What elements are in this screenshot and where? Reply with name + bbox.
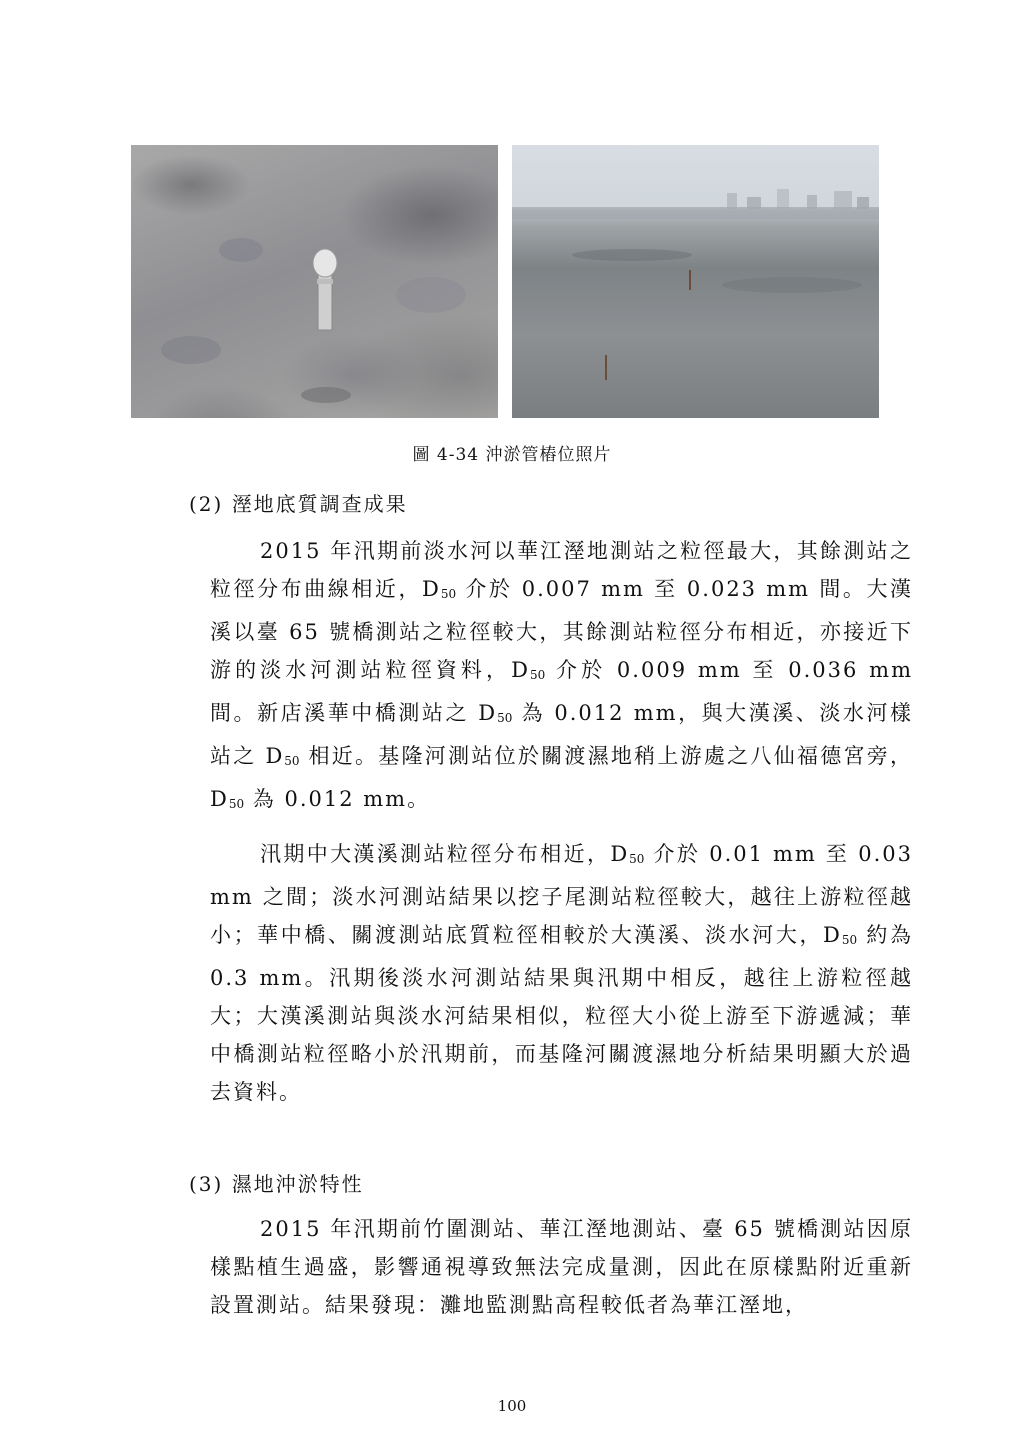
- section-2-paragraph-1: 2015 年汛期前淡水河以華江溼地測站之粒徑最大，其餘測站之粒徑分布曲線相近，$D_{50}$ 介於 0.007 mm 至 0.023 mm 間。大漢溪以臺 65 號橋測站之粒徑較大，其餘測站粒徑分布相近，亦接近下游的淡水河測站粒徑資料，$D_{50}$ 介於 0.009 mm 至 0.036 mm 間。新店溪華中橋測站之 $D_{50}$ 為 0.012 mm，與大漢溪、淡水河樣站之 $D_{50}$ 相近。基隆河測站位於關渡濕地稍上游處之八仙福德宮旁，$D_{50}$ 為 0.012 mm。: [210, 539, 913, 811]
- section-3-body: [210, 1210, 913, 1324]
- section-2-paragraph-2: 汛期中大漢溪測站粒徑分布相近，$D_{50}$ 介於 0.01 mm 至 0.03 mm 之間；淡水河測站結果以挖子尾測站粒徑較大，越往上游粒徑越小；華中橋、關渡測站底質粒徑相較於大漢溪、淡水河大，$D_{50}$ 約為 0.3 mm。汛期後淡水河測站結果與汛期中相反，越往上游粒徑越大；大漢溪測站與淡水河結果相似，粒徑大小從上游至下游遞減；華中橋測站粒徑略小於汛期前，而基隆河關渡濕地分析結果明顯大於過去資料。: [210, 842, 913, 1104]
- photo-tidal-flat-landscape: [512, 145, 879, 418]
- pile-photo-illustration: [131, 145, 498, 418]
- section-3-paragraph-1: 2015 年汛期前竹圍測站、華江溼地測站、臺 65 號橋測站因原樣點植生過盛，影響通視導致無法完成量測，因此在原樣點附近重新設置測站。結果發現：灘地監測點高程較低者為華江溼地，: [210, 1217, 913, 1317]
- section-2-body: [210, 532, 913, 1111]
- section-3-heading: (3) 濕地沖淤特性: [189, 1172, 364, 1196]
- landscape-photo-illustration: [512, 145, 879, 418]
- figure-caption: 圖 4-34 沖淤管樁位照片: [412, 445, 612, 465]
- page-number: 100: [497, 1397, 527, 1415]
- section-2-heading: (2) 溼地底質調查成果: [189, 492, 408, 516]
- photo-tidal-mudflat-pile: [131, 145, 498, 418]
